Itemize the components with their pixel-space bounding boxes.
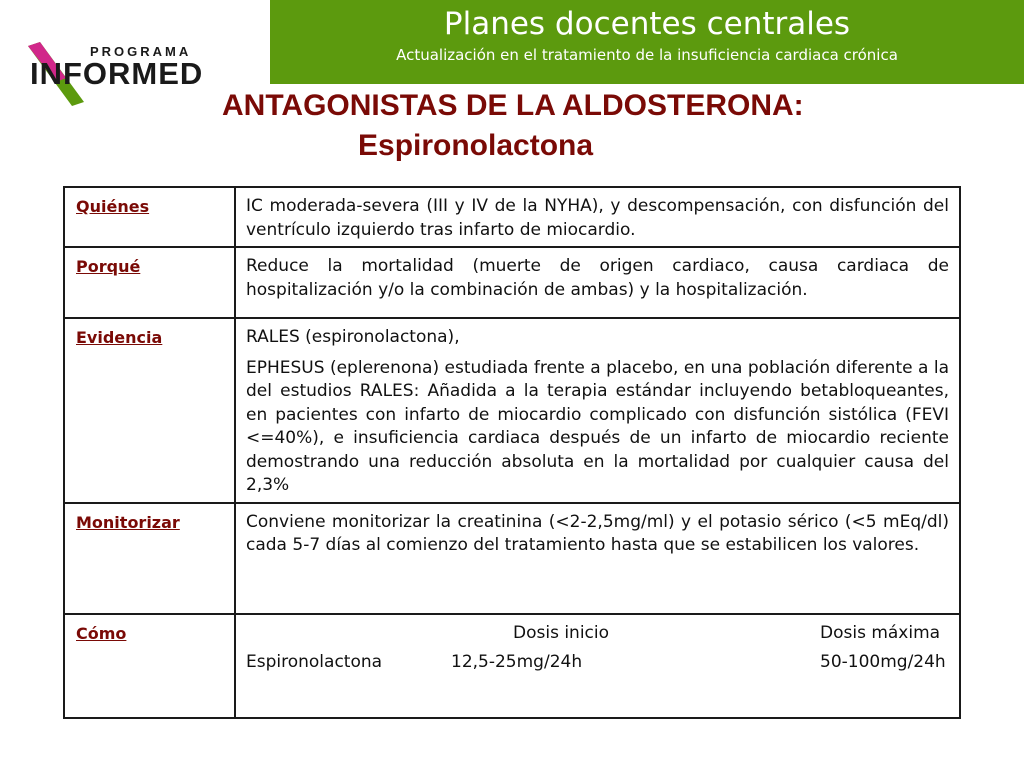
slide-subtitle: Espironolactona [358, 129, 594, 162]
row-content-cell [235, 187, 960, 247]
row-content-cell [235, 247, 960, 318]
informed-logo [26, 36, 211, 106]
dosing-header-max: Dosis máxima [820, 622, 941, 643]
dosing-header-start: Dosis inicio [513, 622, 610, 643]
header-title: Planes docentes centrales [443, 6, 851, 42]
table-row-como [64, 614, 960, 718]
row-paragraph: Reduce la mortalidad (muerte de origen cardiaco, causa cardiaca de hospitalización y/o la combinación de ambas) y la hospitalización. [246, 256, 949, 300]
row-label-cell [64, 187, 235, 247]
row-paragraph: RALES (espironolactona), [246, 327, 460, 347]
row-label: Quiénes [76, 197, 150, 216]
drug-info-table [63, 186, 961, 719]
header-band [270, 0, 1024, 84]
row-label-cell [64, 614, 235, 718]
row-content-cell [235, 614, 960, 718]
informed-logo-graphic [26, 36, 211, 106]
row-label: Monitorizar [76, 512, 180, 532]
row-label-cell [64, 503, 235, 614]
row-label-cell [64, 247, 235, 318]
dosing-row [246, 651, 949, 675]
logo-text-informed: INFORMED [30, 56, 204, 91]
header-subtitle: Actualización en el tratamiento de la insuficiencia cardiaca crónica [396, 46, 898, 64]
dosing-max-value: 50-100mg/24h [820, 652, 946, 672]
row-label: Porqué [76, 257, 141, 276]
row-paragraph: EPHESUS (eplerenona) estudiada frente a placebo, en una población diferente a la del estudios RALES: Añadida a la terapia estándar incluyendo betabloqueantes, en pacientes con infarto de miocardio complicado con disfunción sistólica (FEVI <=40%), e insuficiencia cardiaca después de un infarto de miocardio reciente demostrando una reducción absoluta en la mortalidad por cualquier causa del 2,3% [246, 357, 949, 495]
logo-text-programa: PROGRAMA [90, 44, 192, 59]
row-label-cell [64, 318, 235, 503]
dosing-drug: Espironolactona [246, 652, 383, 672]
table-row-quienes [64, 187, 960, 247]
row-label: Cómo [76, 623, 127, 643]
slide-title: ANTAGONISTAS DE LA ALDOSTERONA: [222, 89, 804, 122]
row-paragraph: IC moderada-severa (III y IV de la NYHA), y descompensación, con disfunción del ventrículo izquierdo tras infarto de miocardio. [246, 196, 949, 240]
row-paragraph: Conviene monitorizar la creatinina (<2-2,5mg/ml) y el potasio sérico (<5 mEq/dl) cada 5-7 días al comienzo del tratamiento hasta que se estabilicen los valores. [246, 511, 949, 555]
dosing-header-row [246, 622, 949, 652]
dosing-table [246, 622, 949, 675]
dosing-header-blank [246, 622, 451, 652]
table-row-monitorizar [64, 503, 960, 614]
table-row-evidencia [64, 318, 960, 503]
row-label: Evidencia [76, 328, 163, 347]
row-content-cell [235, 318, 960, 503]
row-content-cell [235, 503, 960, 614]
dosing-start-value: 12,5-25mg/24h [451, 652, 583, 672]
table-row-porque [64, 247, 960, 318]
